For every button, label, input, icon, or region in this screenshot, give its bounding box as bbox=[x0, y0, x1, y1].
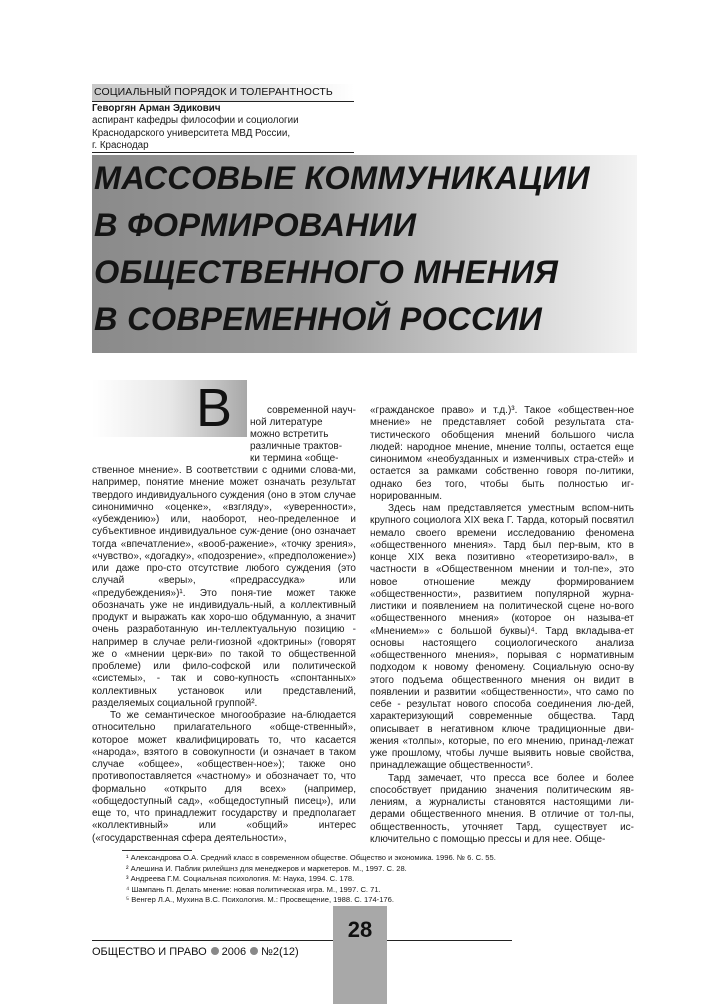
author-affiliation-line: аспирант кафедры философии и социологии bbox=[92, 115, 299, 127]
author-affiliation-line: Краснодарского университета МВД России, bbox=[92, 127, 291, 139]
bullet-dot-icon bbox=[250, 947, 258, 955]
body-paragraph: ственное мнение». В соответствии с одними слова-ми, например, понятие мнение может означать результат твердого индивидуального суждения (оно в этом случае синонимично «оценке», «взгляду», «уверенности», «убеждению») или, наоборот, нео-пределенное и субъективное индивидуальное суж-дение (оно означает тогда «впечатление», «вооб-ражение», «точку зрения», «чувство», «догадку», «подозрение», «предположение») или даже про-сто отсутствие любого суждения (это случай «веры», «предрассудка» или «предубеждения»)¹. Это поня-тие может также обозначать уже не индивидуаль-ный, а коллективный продукт и выражать как хоро-шо обдуманную, а значит очень разработанную ин-теллектуальную позицию - например в случае рели-гиозной «доктрины» (говорят же о «мнении церк-ви» по такой то общественной проблеме) или фило-софской или политической «системы», - так и сово-купность «спонтанных» коллективных установок или представлений, разделяемых социальной группой². bbox=[92, 465, 356, 709]
body-column-left bbox=[92, 465, 356, 845]
section-title: СОЦИАЛЬНЫЙ ПОРЯДОК И ТОЛЕРАНТНОСТЬ bbox=[94, 86, 333, 98]
footnote: ⁵ Венгер Л.А., Мухина В.С. Психология. М.: Просвещение, 1988. С. 174-176. bbox=[126, 895, 394, 905]
body-paragraph: То же семантическое многообразие на-блюдается относительно прилагательного «обще-ственный», которое может квалифицировать то, что касается «народа», взятого в совокупности (и означает в таком случае «общее», «обществен-ное»); также оно противопоставляется «частному» и обозначает то, что формально «открыто для всех» (например, «общедоступный сад», «общедоступный писец»), или еще то, что принадлежит государству и предполагает «коллективный» или «общий» интерес («государственная сфера деятельности», bbox=[92, 710, 356, 844]
footnote: ¹ Александрова О.А. Средний класс в современном обществе. Общество и экономика. 1996. № 6. С. 55. bbox=[126, 853, 496, 862]
body-text-line: ной литературе bbox=[250, 417, 323, 428]
footnote-divider bbox=[122, 850, 192, 851]
author-affiliation-line: г. Краснодар bbox=[92, 139, 149, 151]
footnotes bbox=[126, 853, 586, 906]
bullet-dot-icon bbox=[211, 947, 219, 955]
footnote: ⁴ Шампань П. Делать мнение: новая политическая игра. М., 1997. С. 71. bbox=[126, 884, 381, 894]
footnote: ² Алешина И. Паблик рилейшнз для менеджеров и маркетеров. М., 1997. С. 28. bbox=[126, 863, 407, 873]
body-paragraph: Тард замечает, что пресса все более и более способствует приданию значения политическим яв-лениям, а журналисты становятся настоящими ли-дерами общественного мнения. В отличие от тол-пы, общественность, уточняет Тард, существует ис-ключительно с помощью прессы и для нее. Обще- bbox=[370, 772, 634, 845]
footer-divider bbox=[92, 940, 512, 941]
body-text-line: различные трактов- bbox=[250, 441, 343, 452]
article-title-line: В СОВРЕМЕННОЙ РОССИИ bbox=[94, 301, 543, 337]
body-text-line: современной науч- bbox=[266, 405, 356, 416]
body-text-line: ки термина «обще- bbox=[250, 453, 339, 464]
body-column-right bbox=[370, 405, 634, 846]
article-title-line: МАССОВЫЕ КОММУНИКАЦИИ bbox=[94, 160, 590, 196]
article-title-line: В ФОРМИРОВАНИИ bbox=[94, 207, 417, 243]
footer-journal-info bbox=[92, 946, 299, 958]
body-paragraph: «гражданское право» и т.д.)³. Такое «обществен-ное мнение» не представляет собой результата ста-тистического обобщения мнений большого числа людей: народное мнение, мнение толпы, остается еще синонимом «необузданных и изменчивых стра-стей» и остается за рамками собственно говоря по-литики, однако без того, чтобы быть полностью иг-норированным. bbox=[370, 405, 634, 502]
body-text-line: можно встретить bbox=[250, 429, 329, 440]
footnote: ³ Андреева Г.М. Социальная психология. М: Наука, 1994. С. 178. bbox=[126, 874, 355, 884]
journal-issue: №2(12) bbox=[261, 946, 299, 958]
drop-cap-letter: В bbox=[196, 378, 233, 438]
body-paragraph: Здесь нам представляется уместным вспом-нить крупного социолога XIX века Г. Тарда, который посвятил немало своего времени исследованию феномена «общественного мнения». Тард был пер-вым, кто в конце XIX века позитивно «теоретизиро-вал», в частности в «Общественном мнении и тол-пе», это новое отношение между формированием «общественности», развитием популярной журна-листики и появлением на политической сцене но-вого «общественного мнения» (которое он называ-ет «Мнением»» с большой буквы)⁴. Тард вкладыва-ет основы настоящего социологического анализа «общественного мнения», порывая с нормативным подходом к новому феномену. Социальную осно-ву этого подъема общественного мнения он видит в появлении и развитии «общественности», что само по себе - результат нового способа соединения лю-дей, характеризующий современные общества. Тард описывает в негативном ключе традиционные дви-жения «толпы», которые, по его мнению, принад-лежат уже прошлому, чтобы лучше выявить новые свойства, принадлежащие общественности⁵. bbox=[370, 503, 634, 772]
journal-name: ОБЩЕСТВО И ПРАВО bbox=[92, 946, 207, 958]
journal-year: 2006 bbox=[221, 946, 247, 958]
page-number: 28 bbox=[347, 917, 373, 942]
author-divider bbox=[92, 152, 354, 153]
article-title-line: ОБЩЕСТВЕННОГО МНЕНИЯ bbox=[94, 254, 559, 290]
author-block bbox=[92, 103, 354, 152]
author-name: Геворгян Арман Эдикович bbox=[92, 103, 221, 114]
